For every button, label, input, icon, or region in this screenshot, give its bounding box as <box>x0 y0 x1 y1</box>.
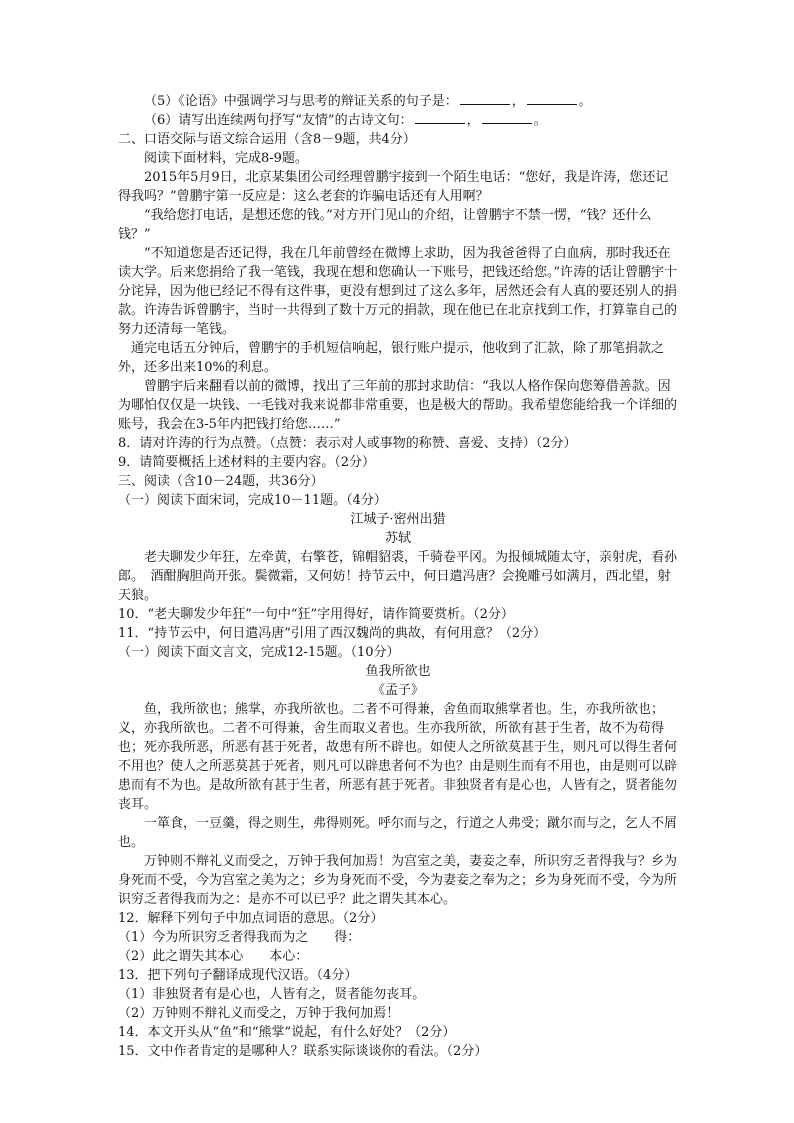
material-paragraph-1: 2015年5月9日，北京某集团公司经理曾鹏宇接到一个陌生电话：“您好，我是许涛，您还记得我吗？”曾鹏宇第一反应是：这么老套的诈骗电话还有人用啊？ <box>118 170 669 204</box>
separator: ， <box>466 113 480 128</box>
essay-paragraph-3: 万钟则不辩礼义而受之，万钟于我何加焉！为宫室之美，妻妾之奉，所识穷乏者得我与？乡为身死而不受，今为宫室之美为之；乡为身死而不受，今为妻妾之奉为之；乡为身死而不受，今为所识穷乏者得我而为之：是亦不可以已乎？此之谓失其本心。 <box>118 854 678 907</box>
answer-blank[interactable] <box>415 111 465 124</box>
material-paragraph-2: “我给您打电话，是想还您的钱。”对方开门见山的介绍，让曾鹏宇不禁一愣，“钱？还什么钱？” <box>118 208 652 242</box>
question-6 <box>118 111 678 130</box>
section-3-heading: 三、阅读（含10－24题，共36分） <box>118 474 324 489</box>
question-9: 9．请简要概括上述材料的主要内容。（2分） <box>118 455 376 470</box>
question-11: 11．“持节云中，何日遣冯唐”引用了西汉魏尚的典故，有何用意？（2分） <box>118 626 547 641</box>
question-5 <box>118 92 678 111</box>
question-14: 14．本文开头从“鱼”和“熊掌”说起，有什么好处？（2分） <box>118 1025 456 1040</box>
answer-blank[interactable] <box>460 92 510 105</box>
material-paragraph-3: “不知道您是否还记得，我在几年前曾经在微博上求助，因为我爸爸得了白血病，那时我还在读大学。后来您捐给了我一笔钱，我现在想和您确认一下账号，把钱还给您。”许涛的话让曾鹏宇十分诧异，因为他已经记不得有这件事，更没有想到过了这么多年，居然还会有人真的要还别人的捐款。许涛告诉曾鹏宇，当时一共得到了数十万元的捐款，现在他已在北京找到工作，打算靠自己的努力还清每一笔钱。 <box>118 246 678 337</box>
poem-text: 老夫聊发少年狂，左牵黄，右擎苍，锦帽貂裘，千骑卷平冈。为报倾城随太守，亲射虎，看孙郎。 酒酣胸胆尚开张。鬓微霜，又何妨！持节云中，何日遣冯唐？会挽雕弓如满月，西北望，射天狼。 <box>118 550 678 603</box>
section-2-intro: 阅读下面材料，完成8-9题。 <box>144 151 308 166</box>
period: 。 <box>533 113 547 128</box>
section-2-heading: 二、口语交际与语文综合运用（含8－9题，共4分） <box>118 132 416 147</box>
essay-author: 《孟子》 <box>371 683 424 698</box>
material-paragraph-5: 曾鹏宇后来翻看以前的微博，找出了三年前的那封求助信：“我以人格作保向您筹借善款。因为哪怕仅仅是一块钱、一毛钱对我来说都非常重要，也是极大的帮助。我希望您能给我一个详细的账号，我会在3-5年内把钱打给您……” <box>118 379 678 432</box>
essay-paragraph-1: 鱼，我所欲也；熊掌，亦我所欲也。二者不可得兼，舍鱼而取熊掌者也。生，亦我所欲也；义，亦我所欲也。二者不可得兼，舍生而取义者也。生亦我所欲，所欲有甚于生者，故不为苟得也；死亦我所恶，所恶有甚于死者，故患有所不辟也。如使人之所欲莫甚于生，则凡可以得生者何不用也？使人之所恶莫甚于死者，则凡可以辟患者何不为也？由是则生而有不用也，由是则可以辟患而有不为也。是故所欲有甚于生者，所恶有甚于死者。非独贤者有是心也，人皆有之，贤者能勿丧耳。 <box>118 702 678 812</box>
answer-blank[interactable] <box>527 92 577 105</box>
question-12-item-2: （2）此之谓失其本心 本心： <box>118 949 309 964</box>
question-8: 8．请对许涛的行为点赞。（点赞：表示对人或事物的称赞、喜爱、支持）（2分） <box>118 436 577 451</box>
poem-title: 江城子·密州出猎 <box>350 512 446 527</box>
question-12: 12．解释下列句子中加点词语的意思。（2分） <box>118 911 384 926</box>
question-13-item-2: （2）万钟则不辩礼义而受之，万钟于我何加焉！ <box>118 1006 400 1021</box>
period: 。 <box>578 94 592 109</box>
answer-blank[interactable] <box>482 111 532 124</box>
essay-title: 鱼我所欲也 <box>365 664 431 679</box>
question-10: 10．“老夫聊发少年狂”一句中“狂”字用得好，请作简要赏析。（2分） <box>118 607 514 622</box>
question-13-item-1: （1）非独贤者有是心也，人皆有之，贤者能勿丧耳。 <box>118 987 426 1002</box>
question-12-item-1: （1）今为所识穷乏者得我而为之 得： <box>118 930 361 945</box>
separator: ， <box>511 94 525 109</box>
subsection-2-heading: （一）阅读下面文言文，完成12-15题。（10分） <box>118 645 400 660</box>
poem-author: 苏轼 <box>384 531 411 546</box>
exam-page <box>118 92 678 1061</box>
material-paragraph-4: 通完电话五分钟后，曾鹏宇的手机短信响起，银行账户提示，他收到了汇款，除了那笔捐款之外，还多出来10%的利息。 <box>118 341 665 375</box>
question-5-text: （5）《论语》中强调学习与思考的辩证关系的句子是： <box>144 94 458 109</box>
subsection-1-heading: （一）阅读下面宋词，完成10－11题。（4分） <box>118 493 387 508</box>
question-6-text: （6）请写出连续两句抒写“友情”的古诗文句： <box>144 113 413 128</box>
question-15: 15．文中作者肯定的是哪种人？联系实际谈谈你的看法。（2分） <box>118 1044 488 1059</box>
essay-paragraph-2: 一箪食，一豆羹，得之则生，弗得则死。呼尔而与之，行道之人弗受；蹴尔而与之，乞人不屑也。 <box>118 816 678 850</box>
question-13: 13．把下列句子翻译成现代汉语。（4分） <box>118 968 358 983</box>
